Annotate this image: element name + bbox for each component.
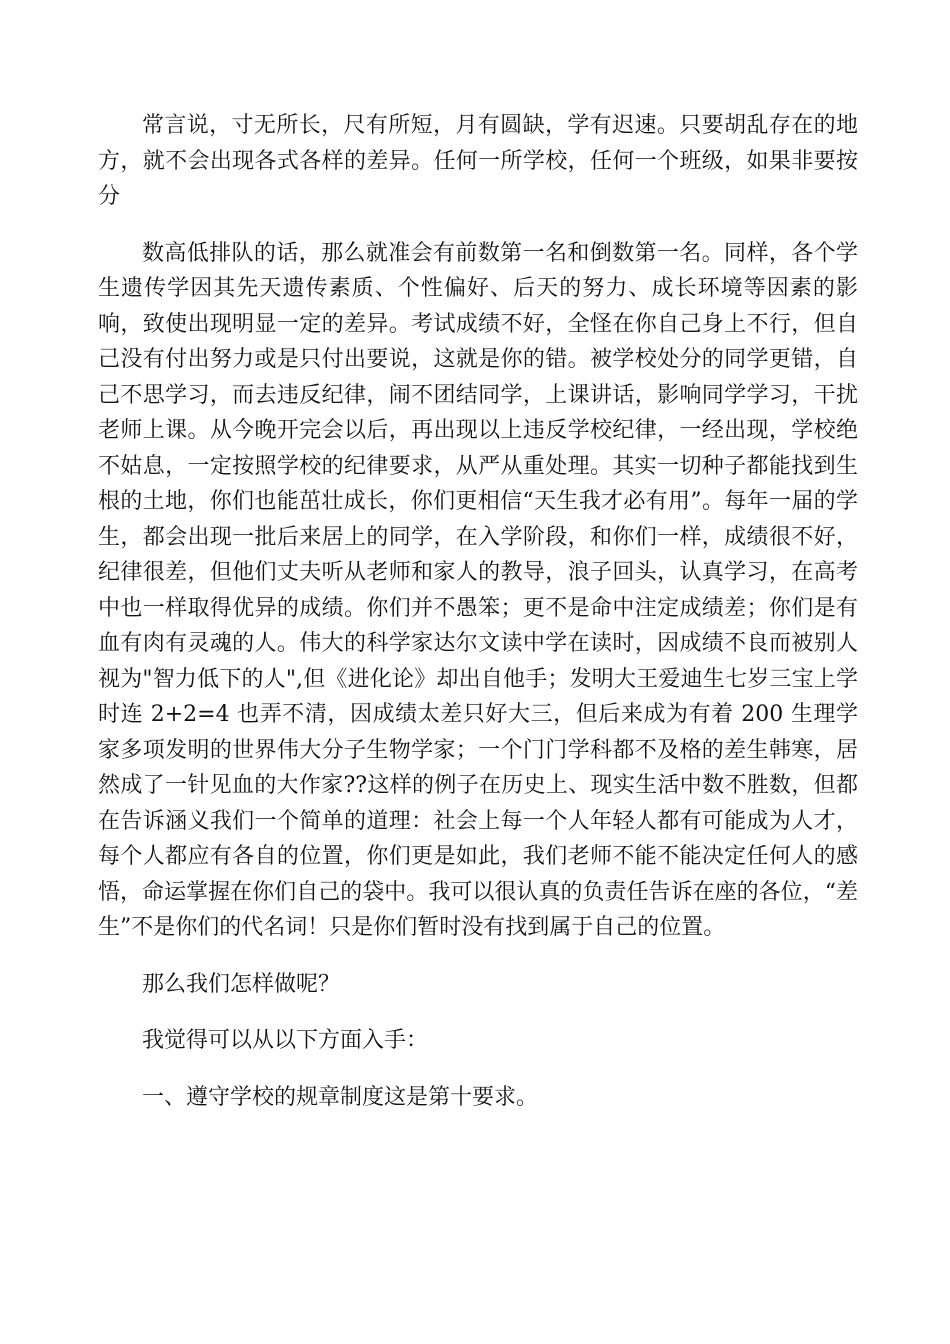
paragraph-question: 那么我们怎样做呢？ [142,971,341,997]
paragraph-gap [98,946,858,967]
paragraph-gap [98,1059,858,1080]
document-body [98,108,858,1115]
paragraph-main: 数高低排队的话，那么就准会有前数第一名和倒数第一名。同样，各个学生遗传学因其先天遗传素质、个性偏好、后天的努力、成长环境等因素的影响，致使出现明显一定的差异。考试成绩不好，全怪在你自己身上不行，但自己没有付出努力或是只付出要说，这就是你的错。被学校处分的同学更错，自己不思学习，而去违反纪律，闹不团结同学，上课讲话，影响同学学习，干扰老师上课。从今晚开完会以后，再出现以上违反学校纪律，一经出现，学校绝不姑息，一定按照学校的纪律要求，从严从重处理。其实一切种子都能找到生根的土地，你们也能茁壮成长，你们更相信“天生我才必有用”。每年一届的学生，都会出现一批后来居上的同学，在入学阶段，和你们一样，成绩很不好，纪律很差，但他们丈夫听从老师和家人的教导，浪子回头，认真学习，在高考中也一样取得优异的成绩。你们并不愚笨；更不是命中注定成绩差；你们是有血有肉有灵魂的人。伟大的科学家达尔文读中学在读时，因成绩不良而被别人视为"智力低下的人",但《进化论》却出自他手；发明大王爱迪生七岁三宝上学时连 2+2=4 也弄不清，因成绩太差只好大三，但后来成为有着 200 生理学家多项发明的世界伟大分子生物学家；一个门门学科都不及格的差生韩寒，居然成了一针见血的大作家??这样的例子在历史上、现实生活中数不胜数，但都在告诉涵义我们一个简单的道理：社会上每一个人年轻人都有可能成为人才，每个人都应有各自的位置，你们更是如此，我们老师不能不能决定任何人的感悟，命运掌握在你们自己的袋中。我可以很认真的负责任告诉在座的各位，“差生”不是你们的代名词！只是你们暂时没有找到属于自己的位置。 [98,240,858,940]
paragraph-point-one: 一、遵守学校的规章制度这是第十要求。 [142,1084,539,1110]
paragraph-gap [98,215,858,236]
paragraph-intro: 常言说，寸无所长，尺有所短，月有圆缺，学有迟速。只要胡乱存在的地方，就不会出现各式各样的差异。任何一所学校，任何一个班级，如果非要按分 [98,113,858,209]
paragraph-lead-in: 我觉得可以从以下方面入手： [142,1028,429,1053]
paragraph-gap [98,1002,858,1023]
